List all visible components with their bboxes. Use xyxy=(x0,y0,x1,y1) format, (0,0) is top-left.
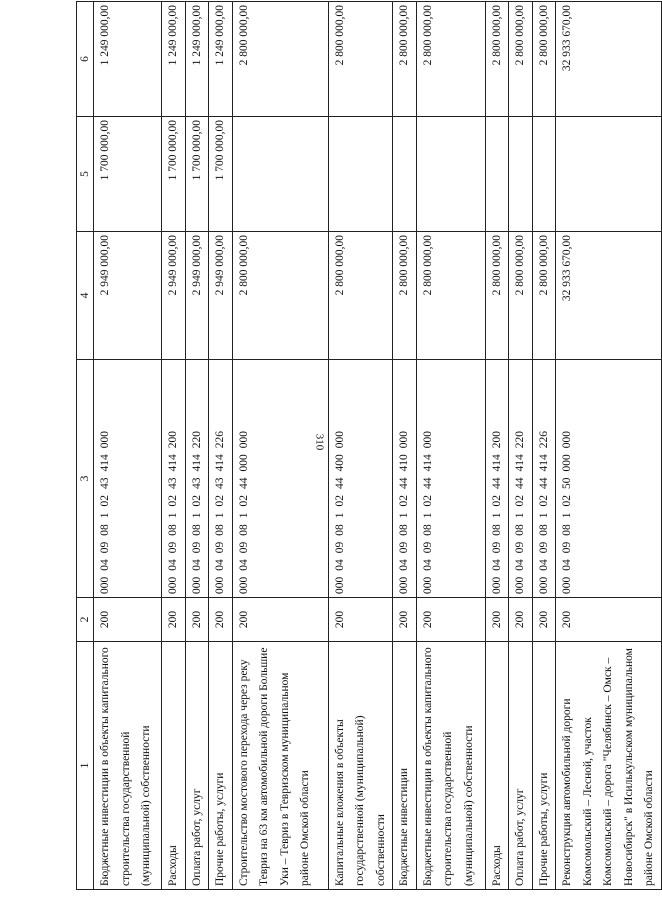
row-amount-col6-cell: 2 800 000,00 xyxy=(509,2,533,117)
row-classification-code-cell: 00004090810243414200 xyxy=(162,360,186,598)
row-amount-col5-cell xyxy=(416,117,485,232)
row-amount-col5-cell xyxy=(509,117,533,232)
row-amount-col4-cell: 32 933 670,00 xyxy=(556,232,662,360)
table-row xyxy=(393,2,417,890)
row-name-cell: Капитальные вложения в объекты государственной (муниципальной) собственности xyxy=(328,642,393,890)
row-classification-code-cell: 00004090810243414000 xyxy=(94,360,162,598)
row-classification-code-cell: 00004090810243414226 xyxy=(209,360,233,598)
table-row xyxy=(94,2,162,890)
header-col-1: 1 xyxy=(77,642,94,890)
row-admin-code-cell: 200 xyxy=(162,598,186,642)
row-classification-code-cell: 00004090810243414220 xyxy=(185,360,209,598)
row-admin-code-cell: 200 xyxy=(509,598,533,642)
row-name-cell: Расходы xyxy=(162,642,186,890)
row-admin-code-cell: 200 xyxy=(209,598,233,642)
row-amount-col6-cell: 2 800 000,00 xyxy=(532,2,556,117)
row-amount-col4-cell: 2 949 000,00 xyxy=(185,232,209,360)
row-amount-col6-cell: 2 800 000,00 xyxy=(393,2,417,117)
row-name-cell: Расходы xyxy=(485,642,509,890)
table-body xyxy=(94,2,662,890)
table-row xyxy=(232,2,328,890)
row-name-cell: Прочие работы, услуги xyxy=(532,642,556,890)
row-amount-col4-cell: 2 949 000,00 xyxy=(162,232,186,360)
row-amount-col4-cell: 2 800 000,00 xyxy=(328,232,393,360)
row-admin-code-cell: 200 xyxy=(393,598,417,642)
row-classification-code-cell: 00004090810244414226 xyxy=(532,360,556,598)
row-amount-col6-cell: 2 800 000,00 xyxy=(232,2,328,117)
row-amount-col5-cell: 1 700 000,00 xyxy=(94,117,162,232)
row-amount-col6-cell: 1 249 000,00 xyxy=(94,2,162,117)
row-amount-col4-cell: 2 800 000,00 xyxy=(532,232,556,360)
table-row xyxy=(185,2,209,890)
budget-table xyxy=(76,1,662,890)
row-amount-col4-cell: 2 800 000,00 xyxy=(393,232,417,360)
row-amount-col5-cell xyxy=(328,117,393,232)
header-col-5: 5 xyxy=(77,117,94,232)
row-admin-code-cell: 200 xyxy=(416,598,485,642)
row-name-cell: Реконструкция автомобильной дороги Комсомольский – Лесной, участок Комсомольский – дорога "Челябинск – Омск – Новосибирск" в Исилькульском муниципальном районе Омской области xyxy=(556,642,662,890)
table-row xyxy=(509,2,533,890)
row-amount-col5-cell: 1 700 000,00 xyxy=(185,117,209,232)
header-col-2: 2 xyxy=(77,598,94,642)
table-row xyxy=(532,2,556,890)
row-amount-col4-cell: 2 800 000,00 xyxy=(509,232,533,360)
row-amount-col6-cell: 2 800 000,00 xyxy=(485,2,509,117)
row-amount-col5-cell xyxy=(556,117,662,232)
row-classification-code-cell: 00004090810244414200 xyxy=(485,360,509,598)
row-amount-col4-cell: 2 800 000,00 xyxy=(485,232,509,360)
row-amount-col5-cell xyxy=(232,117,328,232)
row-name-cell: Прочие работы, услуги xyxy=(209,642,233,890)
row-name-cell: Строительство мостового перехода через реку Тевриз на 63 км автомобильной дороги Большие Уки – Тевриз в Тевризском муниципальном районе Омской области xyxy=(232,642,328,890)
row-name-cell: Оплата работ, услуг xyxy=(185,642,209,890)
row-amount-col4-cell: 2 949 000,00 xyxy=(94,232,162,360)
page-number: 310 xyxy=(313,433,326,451)
rotated-table-container xyxy=(76,2,655,890)
table-row xyxy=(162,2,186,890)
table-row xyxy=(328,2,393,890)
row-classification-code-cell: 00004090810244410000 xyxy=(393,360,417,598)
row-name-cell: Оплата работ, услуг xyxy=(509,642,533,890)
header-col-4: 4 xyxy=(77,232,94,360)
row-admin-code-cell: 200 xyxy=(185,598,209,642)
row-amount-col6-cell: 1 249 000,00 xyxy=(162,2,186,117)
row-amount-col6-cell: 32 933 670,00 xyxy=(556,2,662,117)
row-amount-col4-cell: 2 949 000,00 xyxy=(209,232,233,360)
row-admin-code-cell: 200 xyxy=(232,598,328,642)
table-row xyxy=(209,2,233,890)
row-amount-col5-cell xyxy=(485,117,509,232)
header-col-3: 3 xyxy=(77,360,94,598)
row-name-cell: Бюджетные инвестиции xyxy=(393,642,417,890)
row-name-cell: Бюджетные инвестиции в объекты капитального строительства государственной (муниципальной) собственности xyxy=(94,642,162,890)
row-admin-code-cell: 200 xyxy=(94,598,162,642)
row-classification-code-cell: 00004090810244414220 xyxy=(509,360,533,598)
table-row xyxy=(556,2,662,890)
row-classification-code-cell: 00004090810244400000 xyxy=(328,360,393,598)
row-amount-col6-cell: 1 249 000,00 xyxy=(185,2,209,117)
row-amount-col6-cell: 1 249 000,00 xyxy=(209,2,233,117)
row-amount-col5-cell xyxy=(393,117,417,232)
row-amount-col4-cell: 2 800 000,00 xyxy=(416,232,485,360)
row-admin-code-cell: 200 xyxy=(556,598,662,642)
table-row xyxy=(416,2,485,890)
row-classification-code-cell: 00004090810244414000 xyxy=(416,360,485,598)
row-amount-col6-cell: 2 800 000,00 xyxy=(416,2,485,117)
row-admin-code-cell: 200 xyxy=(485,598,509,642)
row-amount-col6-cell: 2 800 000,00 xyxy=(328,2,393,117)
row-amount-col5-cell: 1 700 000,00 xyxy=(162,117,186,232)
row-admin-code-cell: 200 xyxy=(328,598,393,642)
table-header-row xyxy=(77,2,94,890)
row-admin-code-cell: 200 xyxy=(532,598,556,642)
row-amount-col5-cell: 1 700 000,00 xyxy=(209,117,233,232)
row-name-cell: Бюджетные инвестиции в объекты капитального строительства государственной (муниципальной) собственности xyxy=(416,642,485,890)
row-classification-code-cell: 00004090810250000000 xyxy=(556,360,662,598)
row-classification-code-cell: 00004090810244000000 xyxy=(232,360,328,598)
header-col-6: 6 xyxy=(77,2,94,117)
row-amount-col5-cell xyxy=(532,117,556,232)
table-row xyxy=(485,2,509,890)
row-amount-col4-cell: 2 800 000,00 xyxy=(232,232,328,360)
